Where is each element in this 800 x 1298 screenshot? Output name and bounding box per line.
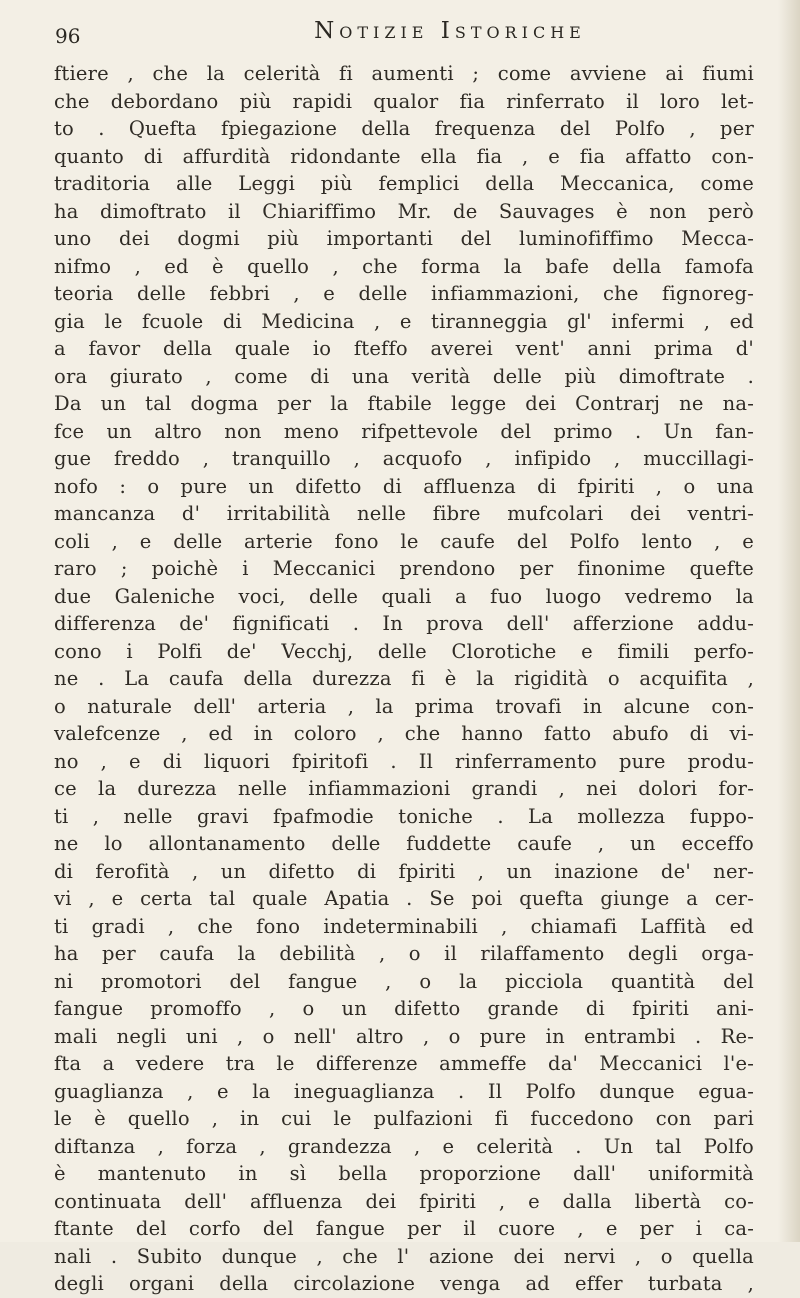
- text-line: raro ; poichè i Meccanici prendono per finonime quefte: [54, 557, 754, 580]
- text-line: coli , e delle arterie fono le caufe del Polfo lento , e: [54, 529, 754, 553]
- running-title: Notizie Istoriche: [314, 18, 586, 44]
- text-line: quanto di affurdità ridondante ella fia , e fia affatto con-: [54, 144, 754, 168]
- text-line: ti , nelle gravi fpafmodie toniche . La mollezza fuppo-: [54, 804, 754, 828]
- text-line: nali . Subito dunque , che l' azione dei nervi , o quella: [54, 1244, 754, 1268]
- text-line: ha per caufa la debilità , o il rilaffamento degli orga-: [54, 942, 754, 965]
- text-line: che debordano più rapidi qualor fia rinferrato il loro let-: [54, 89, 754, 113]
- page-edge-shadow: [778, 0, 800, 1242]
- text-line: teoria delle febbri , e delle infiammazioni, che fignoreg-: [54, 282, 754, 305]
- text-line: degli organi della circolazione venga ad effer turbata ,: [54, 1272, 754, 1295]
- text-line: guaglianza , e la ineguaglianza . Il Polfo dunque egua-: [54, 1079, 754, 1103]
- text-line: no , e di liquori fpiritofi . Il rinferramento pure produ-: [54, 749, 754, 773]
- text-line: diftanza , forza , grandezza , e celerità . Un tal Polfo: [54, 1134, 754, 1158]
- text-line: ha dimoftrato il Chiariffimo Mr. de Sauvages è non però: [54, 199, 754, 223]
- text-line: to . Quefta fpiegazione della frequenza del Polfo , per: [54, 117, 754, 140]
- text-line: è mantenuto in sì bella proporzione dall' uniformità: [54, 1162, 754, 1185]
- text-line: cono i Polfi de' Vecchj, delle Clorotiche e fimili perfo-: [54, 639, 754, 663]
- text-line: nofo : o pure un difetto di affluenza di fpiriti , o una: [54, 474, 754, 498]
- text-line: o naturale dell' arteria , la prima trovafi in alcune con-: [54, 694, 754, 718]
- text-line: traditoria alle Leggi più femplici della Meccanica, come: [54, 172, 754, 195]
- text-line: gia le fcuole di Medicina , e tiranneggia gl' infermi , ed: [54, 309, 754, 333]
- text-line: fta a vedere tra le differenze ammeffe da' Meccanici l'e-: [54, 1052, 754, 1075]
- text-line: di ferofità , un difetto di fpiriti , un inazione de' ner-: [54, 859, 754, 883]
- text-line: Da un tal dogma per la ftabile legge dei Contrarj ne na-: [54, 392, 754, 415]
- text-line: nifmo , ed è quello , che forma la bafe della famofa: [54, 254, 754, 278]
- text-line: ftiere , che la celerità fi aumenti ; come avviene ai fiumi: [54, 62, 754, 85]
- text-line: mancanza d' irritabilità nelle fibre mufcolari dei ventri-: [54, 502, 754, 525]
- text-line: valefcenze , ed in coloro , che hanno fatto abufo di vi-: [54, 722, 754, 745]
- text-line: ftante del corfo del fangue per il cuore , e per i ca-: [54, 1217, 754, 1240]
- text-line: uno dei dogmi più importanti del luminofiffimo Mecca-: [54, 227, 754, 250]
- text-line: fangue promoffo , o un difetto grande di fpiriti ani-: [54, 997, 754, 1020]
- text-line: ne lo allontanamento delle fuddette caufe , un ecceffo: [54, 832, 754, 855]
- text-line: ni promotori del fangue , o la picciola quantità del: [54, 969, 754, 993]
- text-line: fce un altro non meno rifpettevole del primo . Un fan-: [54, 419, 754, 443]
- text-line: due Galeniche voci, delle quali a fuo luogo vedremo la: [54, 584, 754, 608]
- text-line: vi , e certa tal quale Apatia . Se poi quefta giunge a cer-: [54, 887, 754, 910]
- text-line: mali negli uni , o nell' altro , o pure in entrambi . Re-: [54, 1024, 754, 1048]
- page-number: 96: [55, 24, 81, 48]
- text-line: ce la durezza nelle infiammazioni grandi , nei dolori for-: [54, 777, 754, 800]
- page-header: [55, 18, 745, 50]
- body-text: [54, 60, 754, 1298]
- text-line: le è quello , in cui le pulfazioni fi fuccedono con pari: [54, 1107, 754, 1130]
- text-line: continuata dell' affluenza dei fpiriti , e dalla libertà co-: [54, 1189, 754, 1213]
- text-line: ne . La caufa della durezza fi è la rigidità o acquifita ,: [54, 667, 754, 690]
- text-line: gue freddo , tranquillo , acquofo , infipido , muccillagi-: [54, 447, 754, 470]
- text-line: a favor della quale io fteffo averei vent' anni prima d': [54, 337, 754, 360]
- text-line: ti gradi , che fono indeterminabili , chiamafi Laffità ed: [54, 914, 754, 938]
- text-line: differenza de' fignificati . In prova dell' afferzione addu-: [54, 612, 754, 635]
- text-line: ora giurato , come di una verità delle più dimoftrate .: [54, 364, 754, 388]
